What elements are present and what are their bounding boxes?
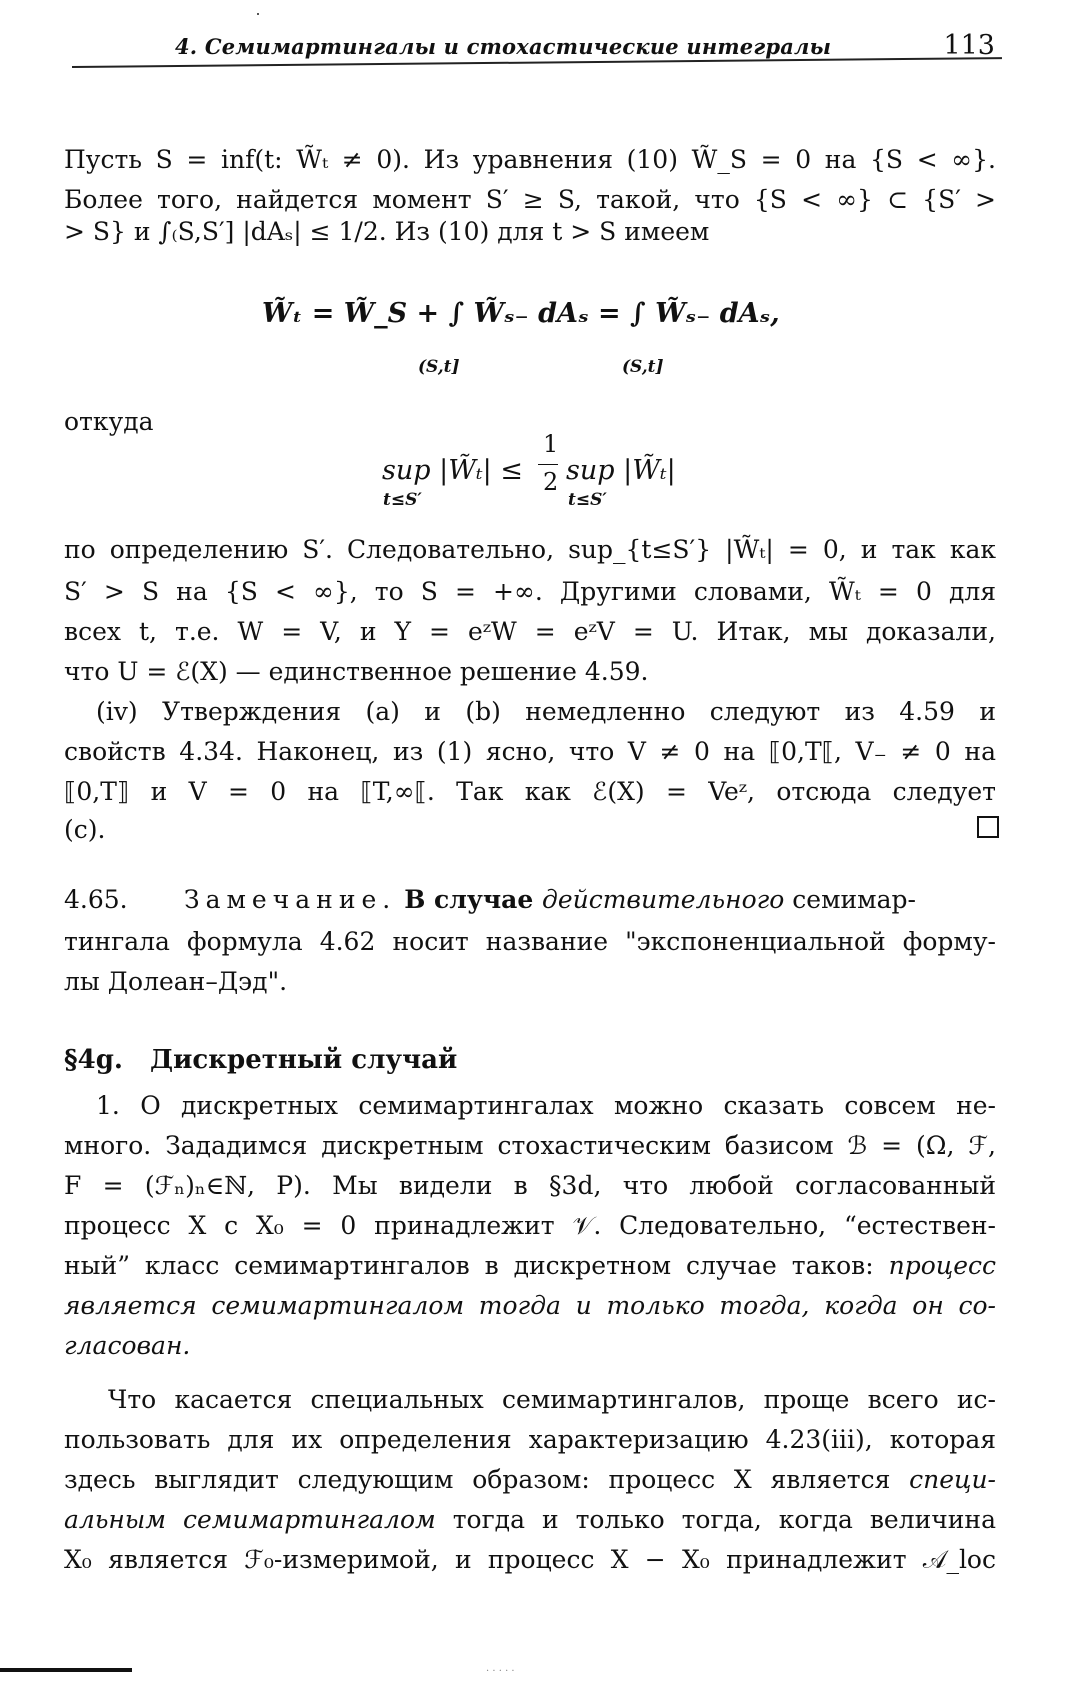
para2-line-5: X₀ является ℱ₀-измеримой, и процесс X − X₀ принадлежит 𝒜_loc xyxy=(64,1545,996,1574)
part-iv-line-2: свойств 4.34. Наконец, из (1) ясно, что V ≠ 0 на ⟦0,T⟦, V₋ ≠ 0 на xyxy=(64,737,996,766)
remark-label: Замечание. xyxy=(184,885,397,914)
proof-after-line-3: всех t, т.е. W = V, и Y = eᶻW = eᶻV = U. Итак, мы доказали, xyxy=(64,617,996,646)
proof-line-3: > S} и ∫₍S,S′] |dAₛ| ≤ 1/2. Из (10) для t > S имеем xyxy=(64,217,710,246)
para2-line-3 xyxy=(64,1460,996,1500)
proof-after-line-4: что U = ℰ(X) — единственное решение 4.59. xyxy=(64,657,649,686)
remark-text-emphasis: действительного xyxy=(541,885,785,914)
sup-limit-left: t≤S′ xyxy=(383,490,422,510)
fraction-denominator: 2 xyxy=(543,468,559,496)
para2-line-1: Что касается специальных семимартингалов, проще всего ис- xyxy=(108,1385,996,1414)
remark-line-1 xyxy=(64,880,996,920)
part-iv-line-4: (c). xyxy=(64,815,106,844)
integral-limit-2: (S,t] xyxy=(622,357,664,377)
proof-after-line-1: по определению S′. Следовательно, sup_{t≤S′} |W̃ₜ| = 0, и так как xyxy=(64,535,996,564)
chapter-title: 4. Семимартингалы и стохастические интегралы xyxy=(175,34,832,59)
scan-footer-mark: · · · · · xyxy=(486,1666,515,1677)
fraction-numerator: 1 xyxy=(543,430,559,458)
section-title: Дискретный случай xyxy=(150,1045,458,1075)
para1-line-5-text: ный” класс семимартингалов в дискретном случае таков: xyxy=(64,1251,889,1280)
para1-line-4: процесс X с X₀ = 0 принадлежит 𝒱. Следовательно, “естествен- xyxy=(64,1211,996,1240)
scan-edge-mark xyxy=(0,1668,132,1672)
para1-line-2: много. Зададимся дискретным стохастическим базисом ℬ = (Ω, ℱ, xyxy=(64,1131,996,1160)
para2-line-2: пользовать для их определения характеризацию 4.23(iii), которая xyxy=(64,1425,996,1454)
para1-line-3: F = (ℱₙ)ₙ∈ℕ, P). Мы видели в §3d, что любой согласованный xyxy=(64,1171,996,1200)
scan-speck xyxy=(257,13,259,15)
para1-line-5-emphasis: процесс xyxy=(888,1251,996,1280)
para1-line-7: гласован. xyxy=(64,1331,191,1360)
remark-line-2: тингала формула 4.62 носит название "экспоненциальной форму- xyxy=(64,927,996,956)
section-heading xyxy=(64,1045,457,1075)
para1-line-6: является семимартингалом тогда и только тогда, когда он со- xyxy=(64,1291,996,1320)
integral-limit-1: (S,t] xyxy=(418,357,460,377)
fraction-bar xyxy=(538,464,558,465)
para2-line-4-emphasis: альным семимартингалом xyxy=(64,1505,436,1534)
proof-line-1: Пусть S = inf(t: W̃ₜ ≠ 0). Из уравнения (10) W̃_S = 0 на {S < ∞}. xyxy=(64,145,996,174)
section-number: §4g. xyxy=(64,1045,123,1075)
para2-line-4 xyxy=(64,1500,996,1540)
para2-line-3-text: здесь выглядит следующим образом: процесс X является xyxy=(64,1465,910,1494)
remark-line-3: лы Долеан–Дэд". xyxy=(64,967,288,996)
para1-line-5 xyxy=(64,1246,996,1286)
page-number: 113 xyxy=(943,30,995,61)
sup-limit-right: t≤S′ xyxy=(568,490,607,510)
sup-inequality-right: sup |W̃ₜ| xyxy=(566,455,676,486)
whence-word: откуда xyxy=(64,407,154,436)
para2-line-3-emphasis: специ- xyxy=(909,1465,996,1494)
part-iv-line-1: (iv) Утверждения (a) и (b) немедленно следуют из 4.59 и xyxy=(96,697,996,726)
para2-line-4-text: тогда и только тогда, когда величина xyxy=(435,1505,996,1534)
remark-number: 4.65. xyxy=(64,885,128,914)
qed-square-icon xyxy=(977,816,999,838)
remark-text-pre: В случае xyxy=(404,885,542,914)
sup-inequality-left: sup |W̃ₜ| ≤ xyxy=(382,455,523,486)
part-iv-line-3: ⟦0,T⟧ и V = 0 на ⟦T,∞⟦. Так как ℰ(X) = Veᶻ, отсюда следует xyxy=(64,777,996,806)
proof-after-line-2: S′ > S на {S < ∞}, то S = +∞. Другими словами, W̃ₜ = 0 для xyxy=(64,577,996,606)
remark-text-post: семимар- xyxy=(784,885,916,914)
equation-w-tilde: W̃ₜ = W̃_S + ∫ W̃ₛ₋ dAₛ = ∫ W̃ₛ₋ dAₛ, xyxy=(262,298,780,329)
proof-line-2: Более того, найдется момент S′ ≥ S, такой, что {S < ∞} ⊂ {S′ > xyxy=(64,185,996,214)
para1-line-1: 1. О дискретных семимартингалах можно сказать совсем не- xyxy=(96,1091,996,1120)
